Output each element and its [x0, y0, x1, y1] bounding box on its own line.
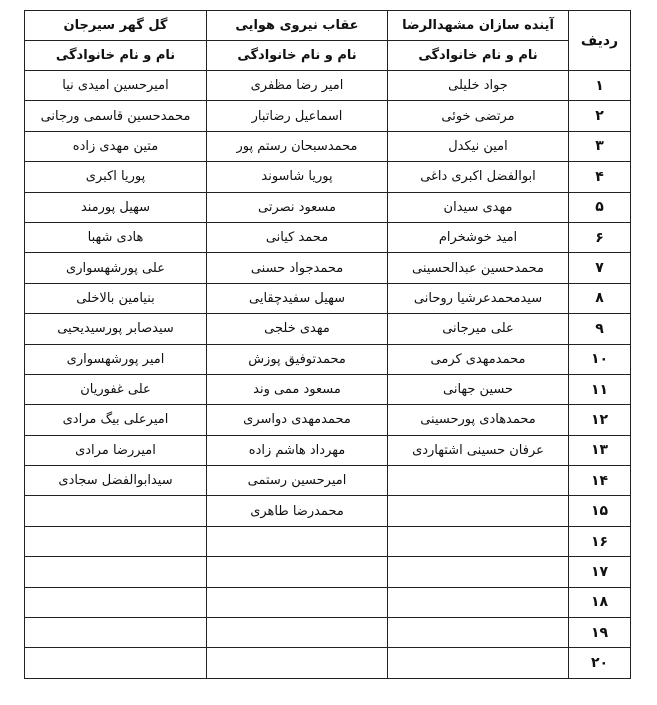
- player-name-cell: متین مهدی زاده: [25, 131, 207, 161]
- row-index: ۲۰: [569, 648, 631, 678]
- player-name-cell: [25, 648, 207, 678]
- row-index: ۱۷: [569, 557, 631, 587]
- table-row: [25, 162, 631, 192]
- player-name-cell: [207, 526, 388, 556]
- player-name-cell: محمدحسین عبدالحسینی: [388, 253, 569, 283]
- player-name-cell: مهدی خلجی: [207, 314, 388, 344]
- row-index: ۸: [569, 283, 631, 313]
- player-name-cell: امیرعلی بیگ مرادی: [25, 405, 207, 435]
- player-name-cell: مسعود نصرتی: [207, 192, 388, 222]
- row-index: ۱۹: [569, 618, 631, 648]
- player-name-cell: [207, 587, 388, 617]
- roster-table: [24, 10, 631, 679]
- player-name-cell: علی پورشهسواری: [25, 253, 207, 283]
- player-name-cell: [388, 648, 569, 678]
- row-index: ۱۳: [569, 435, 631, 465]
- player-name-cell: علی میرجانی: [388, 314, 569, 344]
- player-name-cell: مهرداد هاشم زاده: [207, 435, 388, 465]
- player-name-cell: محمدتوفیق پوزش: [207, 344, 388, 374]
- player-name-cell: [25, 496, 207, 526]
- player-name-cell: امید خوشخرام: [388, 222, 569, 252]
- player-name-cell: محمدرضا طاهری: [207, 496, 388, 526]
- player-name-cell: عرفان حسینی اشتهاردی: [388, 435, 569, 465]
- player-name-cell: محمدهادی پورحسینی: [388, 405, 569, 435]
- player-name-cell: پوریا اکبری: [25, 162, 207, 192]
- row-index: ۱۵: [569, 496, 631, 526]
- index-header: ردیف: [569, 11, 631, 71]
- table-row: [25, 314, 631, 344]
- player-name-cell: محمد کیانی: [207, 222, 388, 252]
- player-name-cell: پوریا شاسوند: [207, 162, 388, 192]
- player-name-cell: محمدسبحان رستم پور: [207, 131, 388, 161]
- player-name-cell: بنیامین بالاخلی: [25, 283, 207, 313]
- table-row: [25, 648, 631, 678]
- team-header-ayandeh: آینده سازان مشهدالرضا: [388, 11, 569, 41]
- player-name-cell: مرتضی خوئی: [388, 101, 569, 131]
- player-name-cell: ابوالفضل اکبری داغی: [388, 162, 569, 192]
- player-name-cell: علی غفوریان: [25, 374, 207, 404]
- player-name-cell: [25, 557, 207, 587]
- player-name-cell: سیدابوالفضل سجادی: [25, 466, 207, 496]
- table-row: [25, 435, 631, 465]
- table-row: [25, 192, 631, 222]
- player-name-cell: محمدجواد حسنی: [207, 253, 388, 283]
- row-index: ۴: [569, 162, 631, 192]
- player-name-cell: [25, 587, 207, 617]
- table-row: [25, 101, 631, 131]
- player-name-cell: امین نیکدل: [388, 131, 569, 161]
- row-index: ۱۲: [569, 405, 631, 435]
- player-name-cell: سیدمحمدعرشیا روحانی: [388, 283, 569, 313]
- player-name-cell: [207, 618, 388, 648]
- player-name-cell: جواد خلیلی: [388, 71, 569, 101]
- player-name-cell: محمدمهدی کرمی: [388, 344, 569, 374]
- player-name-cell: مهدی سیدان: [388, 192, 569, 222]
- row-index: ۳: [569, 131, 631, 161]
- table-row: [25, 496, 631, 526]
- player-name-cell: [207, 557, 388, 587]
- player-name-cell: [388, 466, 569, 496]
- player-name-cell: سیدصابر پورسیدیحیی: [25, 314, 207, 344]
- row-index: ۱۱: [569, 374, 631, 404]
- player-name-cell: امیرحسین رستمی: [207, 466, 388, 496]
- player-name-cell: [388, 526, 569, 556]
- player-name-cell: امیر پورشهسواری: [25, 344, 207, 374]
- table-row: [25, 71, 631, 101]
- player-name-cell: [207, 648, 388, 678]
- table-row: [25, 618, 631, 648]
- name-subheader: نام و نام خانوادگی: [25, 41, 207, 71]
- player-name-cell: اسماعیل رضاتبار: [207, 101, 388, 131]
- player-name-cell: [388, 618, 569, 648]
- player-name-cell: هادی شهبا: [25, 222, 207, 252]
- player-name-cell: [388, 557, 569, 587]
- team-header-oghab: عقاب نیروی هوایی: [207, 11, 388, 41]
- table-row: [25, 253, 631, 283]
- row-index: ۱۴: [569, 466, 631, 496]
- table-row: [25, 131, 631, 161]
- row-index: ۱: [569, 71, 631, 101]
- player-name-cell: [25, 526, 207, 556]
- table-row: [25, 222, 631, 252]
- player-name-cell: سهیل پورمند: [25, 192, 207, 222]
- table-row: [25, 374, 631, 404]
- row-index: ۱۰: [569, 344, 631, 374]
- player-name-cell: سهیل سفیدچقایی: [207, 283, 388, 313]
- player-name-cell: امیرحسین امیدی نیا: [25, 71, 207, 101]
- player-name-cell: محمدحسین قاسمی ورجانی: [25, 101, 207, 131]
- row-index: ۹: [569, 314, 631, 344]
- table-row: [25, 405, 631, 435]
- name-subheader: نام و نام خانوادگی: [388, 41, 569, 71]
- table-row: [25, 557, 631, 587]
- row-index: ۵: [569, 192, 631, 222]
- player-name-cell: حسین جهانی: [388, 374, 569, 404]
- player-name-cell: [388, 587, 569, 617]
- row-index: ۲: [569, 101, 631, 131]
- player-name-cell: محمدمهدی دواسری: [207, 405, 388, 435]
- table-row: [25, 526, 631, 556]
- player-name-cell: [388, 496, 569, 526]
- row-index: ۱۸: [569, 587, 631, 617]
- name-subheader: نام و نام خانوادگی: [207, 41, 388, 71]
- row-index: ۷: [569, 253, 631, 283]
- row-index: ۶: [569, 222, 631, 252]
- player-name-cell: امیر رضا مظفری: [207, 71, 388, 101]
- row-index: ۱۶: [569, 526, 631, 556]
- team-header-golgohar: گل گهر سیرجان: [25, 11, 207, 41]
- table-row: [25, 587, 631, 617]
- table-row: [25, 344, 631, 374]
- table-row: [25, 283, 631, 313]
- player-name-cell: امیررضا مرادی: [25, 435, 207, 465]
- player-name-cell: [25, 618, 207, 648]
- table-row: [25, 466, 631, 496]
- player-name-cell: مسعود ممی وند: [207, 374, 388, 404]
